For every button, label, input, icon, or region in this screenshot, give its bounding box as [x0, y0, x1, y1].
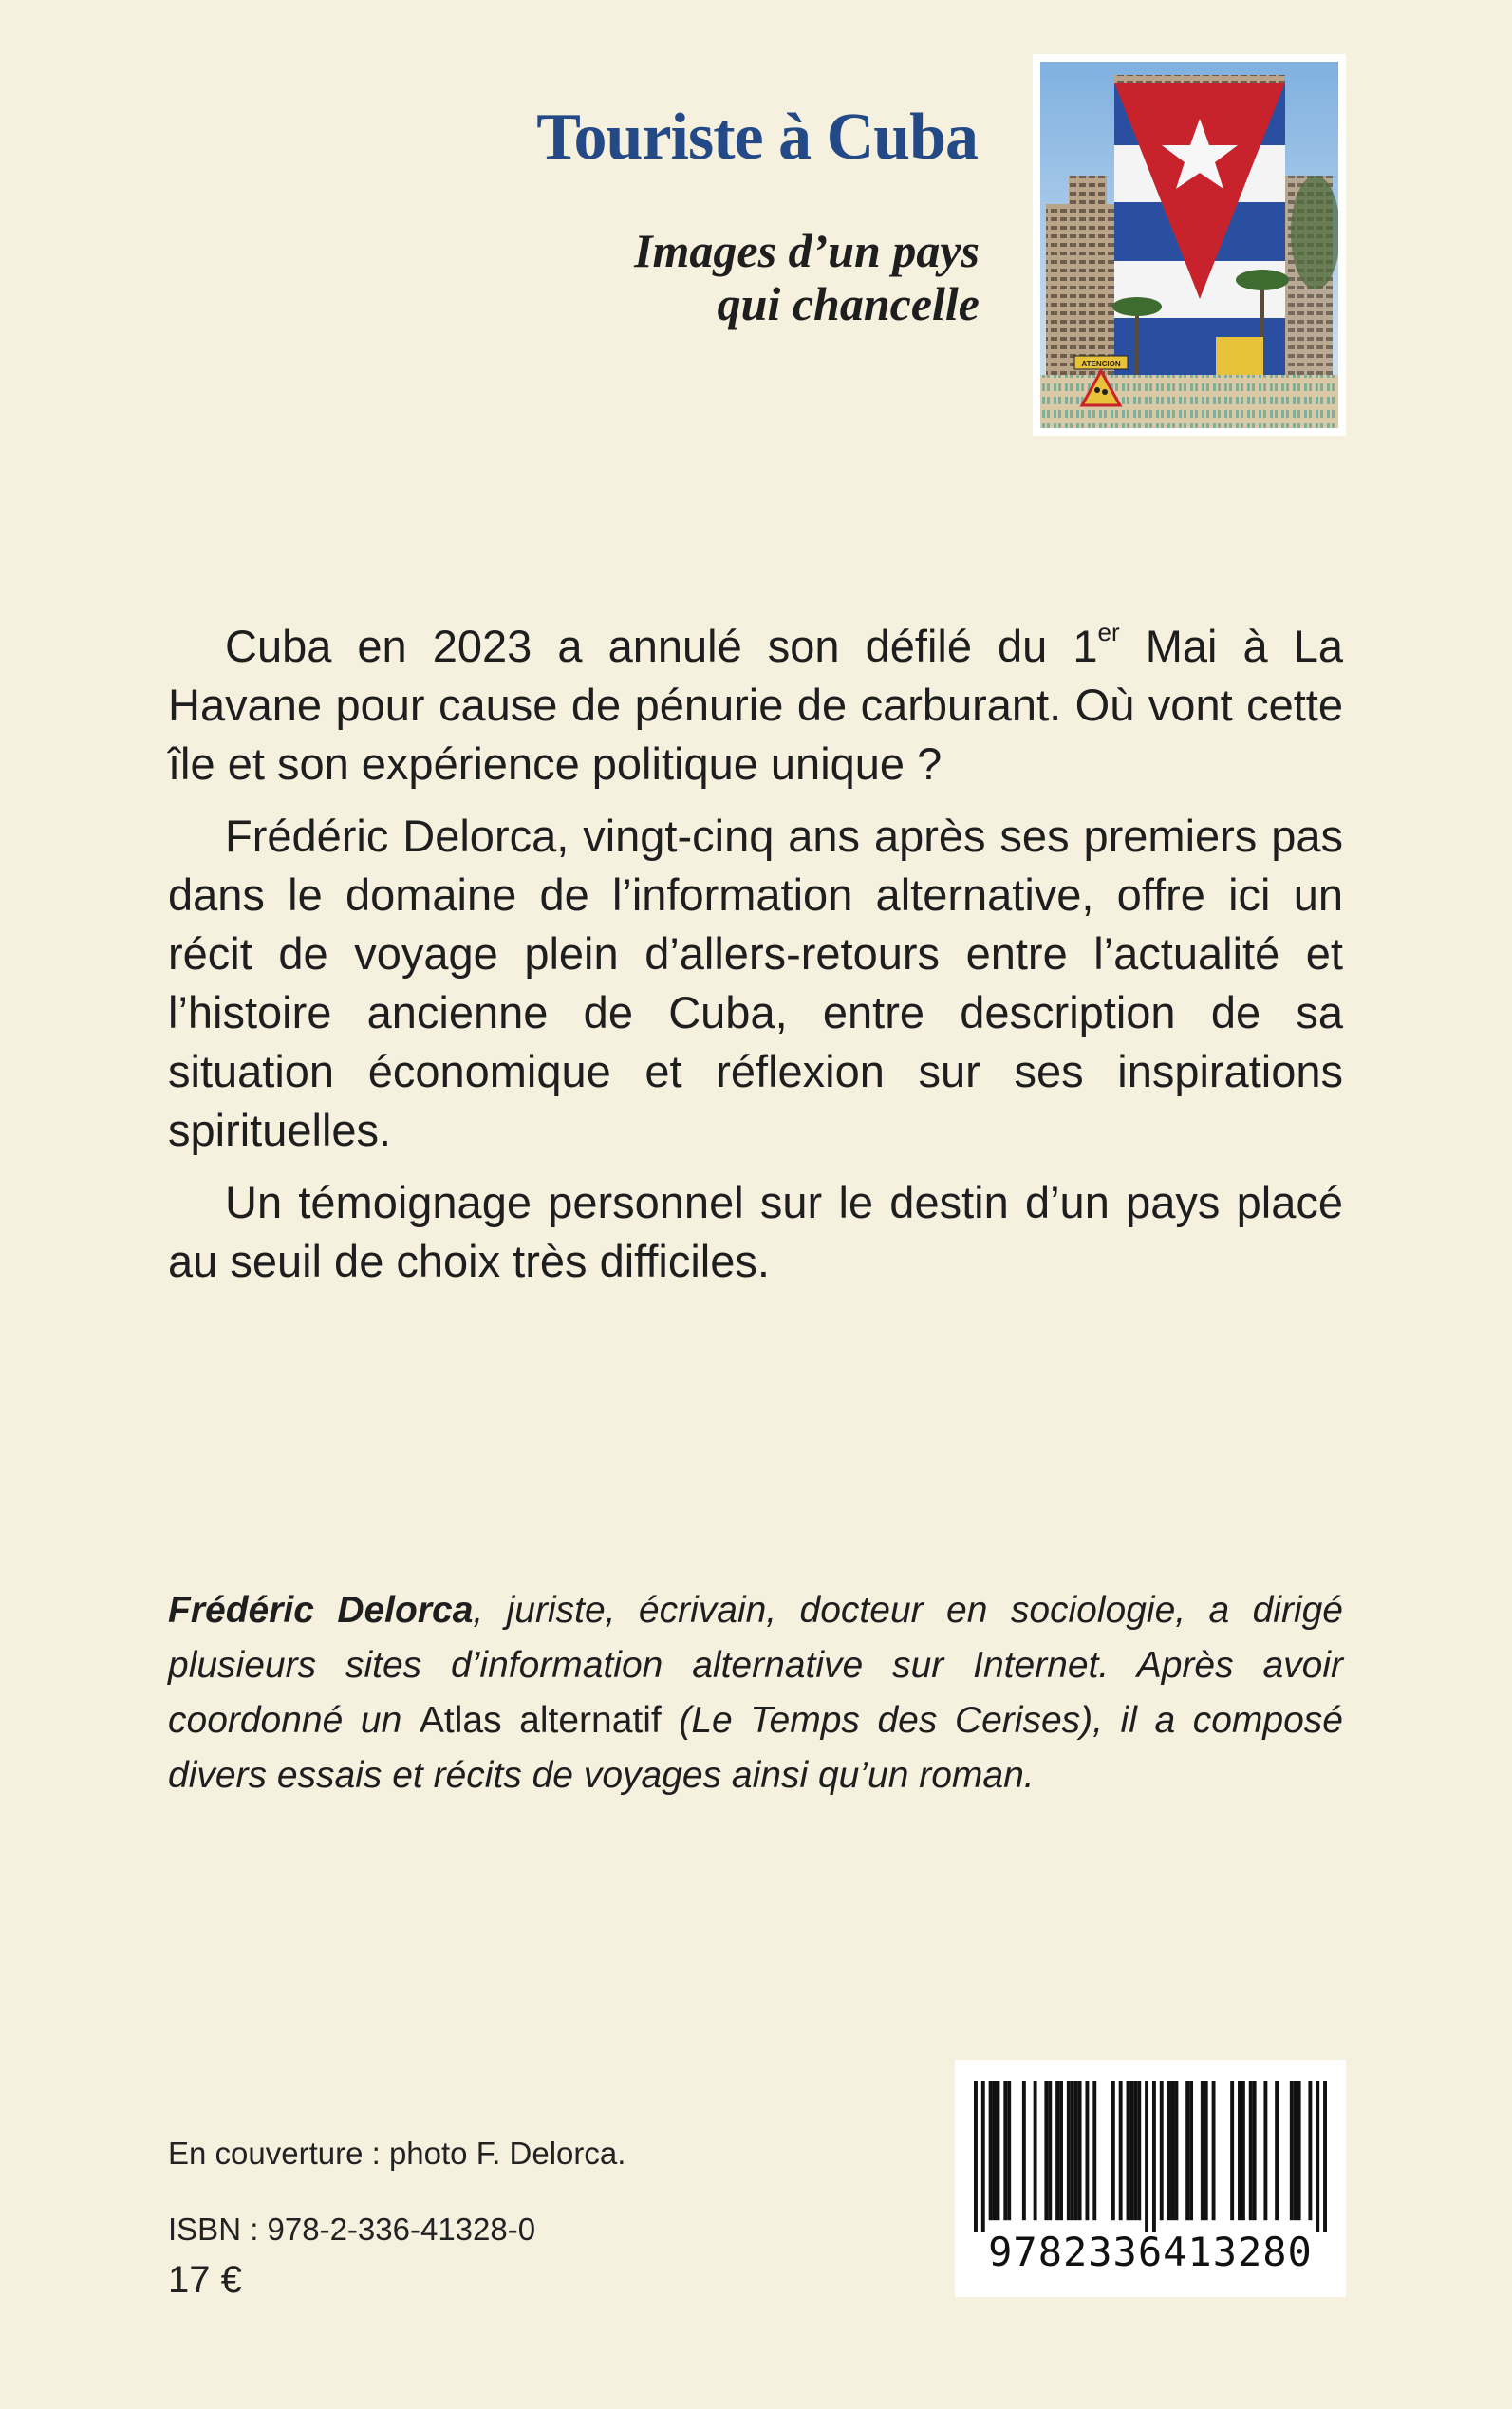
barcode-bar [1323, 2081, 1327, 2232]
barcode-bar [1085, 2081, 1089, 2220]
isbn: ISBN : 978-2-336-41328-0 [168, 2212, 536, 2247]
barcode-bar [1044, 2081, 1048, 2220]
barcode [955, 2060, 1346, 2297]
author-bio [168, 1583, 1343, 1803]
barcode-bar [1174, 2081, 1178, 2220]
blurb-p1-start: Cuba en 2023 a annulé son défilé du 1 [225, 621, 1098, 671]
cover-photo [1033, 54, 1346, 436]
back-cover-blurb [168, 617, 1343, 1304]
barcode-bar [1241, 2081, 1245, 2220]
barcode-bar [1152, 2081, 1156, 2232]
barcode-bar [1230, 2081, 1234, 2220]
author-name: Frédéric Delorca [168, 1590, 474, 1631]
barcode-bar [1055, 2081, 1059, 2220]
barcode-bar [1167, 2081, 1171, 2220]
barcode-bar [1022, 2081, 1026, 2220]
barcode-bar [1078, 2081, 1082, 2220]
barcode-bar [1308, 2081, 1312, 2220]
barcode-bar [1204, 2081, 1208, 2220]
barcode-bar [1007, 2081, 1011, 2220]
barcode-bar [1253, 2081, 1257, 2220]
barcode-bar [1119, 2081, 1123, 2220]
book-subtitle [285, 224, 980, 330]
barcode-bar [1133, 2081, 1137, 2220]
photo-credit: En couverture : photo F. Delorca. [168, 2136, 626, 2171]
barcode-bar [1111, 2081, 1115, 2220]
barcode-bar [1059, 2081, 1063, 2220]
barcode-bar [996, 2081, 999, 2220]
barcode-bar [989, 2081, 993, 2220]
barcode-digits: 9782336413280 [988, 2229, 1313, 2275]
barcode-bar [1294, 2081, 1297, 2220]
barcode-bar [1316, 2081, 1319, 2232]
barcode-bar [1127, 2081, 1130, 2220]
subtitle-line-2: qui chancelle [717, 277, 980, 330]
barcode-bar [1048, 2081, 1052, 2220]
blurb-p1-end: Mai à La Havane pour cause de pénurie de carburant. Où vont cette île et son expérience politique unique ? [168, 621, 1343, 789]
barcode-bar [1160, 2081, 1164, 2220]
barcode-bar [1067, 2081, 1071, 2220]
sign-label: ATENCION [1081, 360, 1121, 368]
barcode-bar [1263, 2081, 1267, 2220]
ordinal-superscript: er [1097, 618, 1120, 646]
book-title: Touriste à Cuba [536, 101, 978, 174]
barcode-bar [1092, 2081, 1096, 2220]
barcode-bar [1171, 2081, 1175, 2220]
blurb-paragraph-3: Un témoignage personnel sur le destin d’un pays placé au seuil de choix très difficiles. [168, 1177, 1343, 1286]
barcode-bar [1201, 2081, 1204, 2220]
bio-text-1: , juriste, écrivain, docteur en sociologie, a dirigé plusieurs sites d’information alternative sur Internet. Après avoir coordonné un [168, 1590, 1343, 1741]
barcode-bar [1003, 2081, 1007, 2220]
barcode-bar [1074, 2081, 1078, 2220]
barcode-bar [1129, 2081, 1133, 2220]
barcode-bar [1189, 2081, 1193, 2220]
barcode-bar [974, 2081, 978, 2232]
subtitle-line-1: Images d’un pays [634, 224, 980, 277]
barcode-bar [1238, 2081, 1241, 2220]
barcode-bar [1145, 2081, 1148, 2232]
barcode-bar [1212, 2081, 1216, 2220]
barcode-bar [993, 2081, 997, 2220]
barcode-bar [1071, 2081, 1074, 2220]
bio-text-2: (Le Temps des Cerises), il a composé divers essais et récits de voyages ainsi qu’un roman. [168, 1700, 1343, 1796]
price: 17 € [168, 2259, 242, 2301]
barcode-bar [1185, 2081, 1189, 2220]
barcode-bar [1034, 2081, 1037, 2220]
blurb-paragraph-1 [168, 617, 1343, 794]
barcode-bar [1297, 2081, 1301, 2220]
bio-atlas-title: Atlas alternatif [419, 1700, 662, 1741]
blurb-paragraph-2: Frédéric Delorca, vingt-cinq ans après ses premiers pas dans le domaine de l’information alternative, offre ici un récit de voyage plein d’allers-retours entre l’actualité et l’histoire ancienne de Cuba, entre description de sa situation économique et réflexion sur ses inspirations spirituelles. [168, 811, 1343, 1155]
cuban-flag-building-photo [1040, 62, 1338, 428]
barcode-bars [974, 2081, 1327, 2232]
barcode-bar [1249, 2081, 1253, 2220]
barcode-bar [1290, 2081, 1294, 2220]
barcode-bar [981, 2081, 985, 2232]
barcode-bar [1275, 2081, 1279, 2220]
barcode-bar [1137, 2081, 1141, 2220]
